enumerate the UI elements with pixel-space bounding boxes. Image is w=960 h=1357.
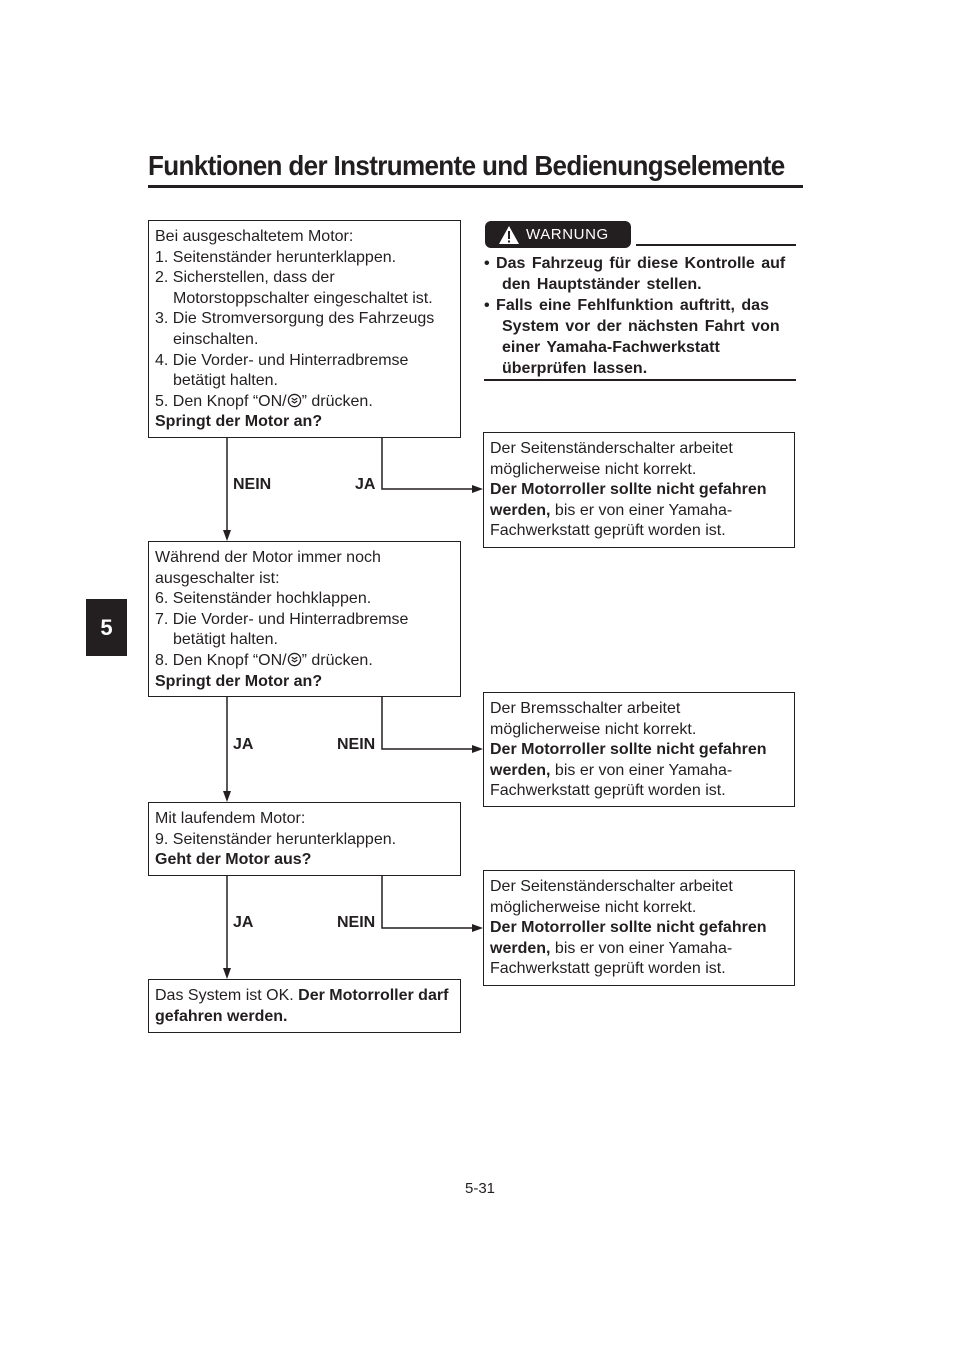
page-number: 5-31 [464, 1180, 496, 1197]
box4-text: Das System ist OK. [155, 987, 294, 1004]
box2-step6: 6. Seitenständer hochklappen. [155, 590, 372, 608]
box2-intro: Während der Motor immer noch ausgeschalter ist: [155, 549, 381, 587]
warning-label: WARNUNG [526, 226, 609, 243]
label-3-down: JA [233, 914, 254, 931]
box1-step1: 1. Seitenständer herunterklappen. [155, 248, 397, 266]
result3-rest: bis er von einer Yamaha-Fachwerkstatt geprüft worden ist. [490, 939, 733, 978]
box1-question: Springt der Motor an? [155, 413, 323, 431]
result1-rest: bis er von einer Yamaha-Fachwerkstatt geprüft worden ist. [490, 501, 733, 540]
warning-item-1: • Das Fahrzeug für diese Kontrolle auf den Hauptständer stellen. [484, 255, 786, 293]
arrow-1-down [223, 530, 231, 541]
label-3-right: NEIN [337, 914, 376, 931]
result1-text: Der Seitenständerschalter arbeitet möglicherweise nicht korrekt. [490, 440, 733, 478]
box2-question: Springt der Motor an? [155, 672, 323, 690]
label-1-down: NEIN [233, 476, 272, 493]
box2-step8-after: ” drücken. [301, 651, 373, 669]
result2-bold: Der Motorroller sollte nicht gefahren werden, [490, 741, 767, 779]
box4-bold: Der Motorroller darf gefahren werden. [155, 987, 449, 1025]
box1-step3: 3. Die Stromversorgung des Fahrzeugs einschalten. [155, 310, 435, 348]
label-2-right: NEIN [337, 736, 376, 753]
arrow-1-right [472, 485, 483, 493]
connector-2-right [382, 697, 476, 749]
box1-step5-before: 5. Den Knopf “ON/ [155, 392, 287, 410]
box3-intro: Mit laufendem Motor: [155, 810, 306, 827]
result3-bold: Der Motorroller sollte nicht gefahren werden, [490, 919, 767, 957]
result2-rest: bis er von einer Yamaha-Fachwerkstatt geprüft worden ist. [490, 761, 733, 800]
arrow-2-right [472, 745, 483, 753]
box1-intro: Bei ausgeschaltetem Motor: [155, 228, 354, 245]
connector-3-right [382, 876, 476, 928]
box3-question: Geht der Motor aus? [155, 851, 312, 869]
arrow-3-down [223, 968, 231, 979]
result2-text: Der Bremsschalter arbeitet möglicherweise nicht korrekt. [490, 700, 697, 738]
box1-step4: 4. Die Vorder- und Hinterradbremse betätigt halten. [155, 351, 409, 390]
warning-item-2: • Falls eine Fehlfunktion auftritt, das System vor der nächsten Fahrt von einer Yamaha-Fachwerkstatt überprüfen lassen. [484, 297, 780, 377]
page-title: Funktionen der Instrumente und Bedienungselemente [148, 150, 785, 181]
label-2-down: JA [233, 736, 254, 753]
box2-step7: 7. Die Vorder- und Hinterradbremse betätigt halten. [155, 610, 409, 649]
box1-step2: 2. Sicherstellen, dass der Motorstoppschalter eingeschaltet ist. [155, 269, 433, 307]
box3-step9: 9. Seitenständer herunterklappen. [155, 830, 397, 848]
arrow-3-right [472, 924, 483, 932]
label-1-right: JA [355, 476, 376, 493]
result1-bold: Der Motorroller sollte nicht gefahren werden, [490, 481, 767, 519]
arrow-2-down [223, 791, 231, 802]
box1-step5-after: ” drücken. [301, 392, 373, 410]
result3-text: Der Seitenständerschalter arbeitet möglicherweise nicht korrekt. [490, 878, 733, 916]
connector-1-right [382, 438, 476, 489]
chapter-tab: 5 [86, 599, 127, 656]
box2-step8-before: 8. Den Knopf “ON/ [155, 651, 287, 669]
